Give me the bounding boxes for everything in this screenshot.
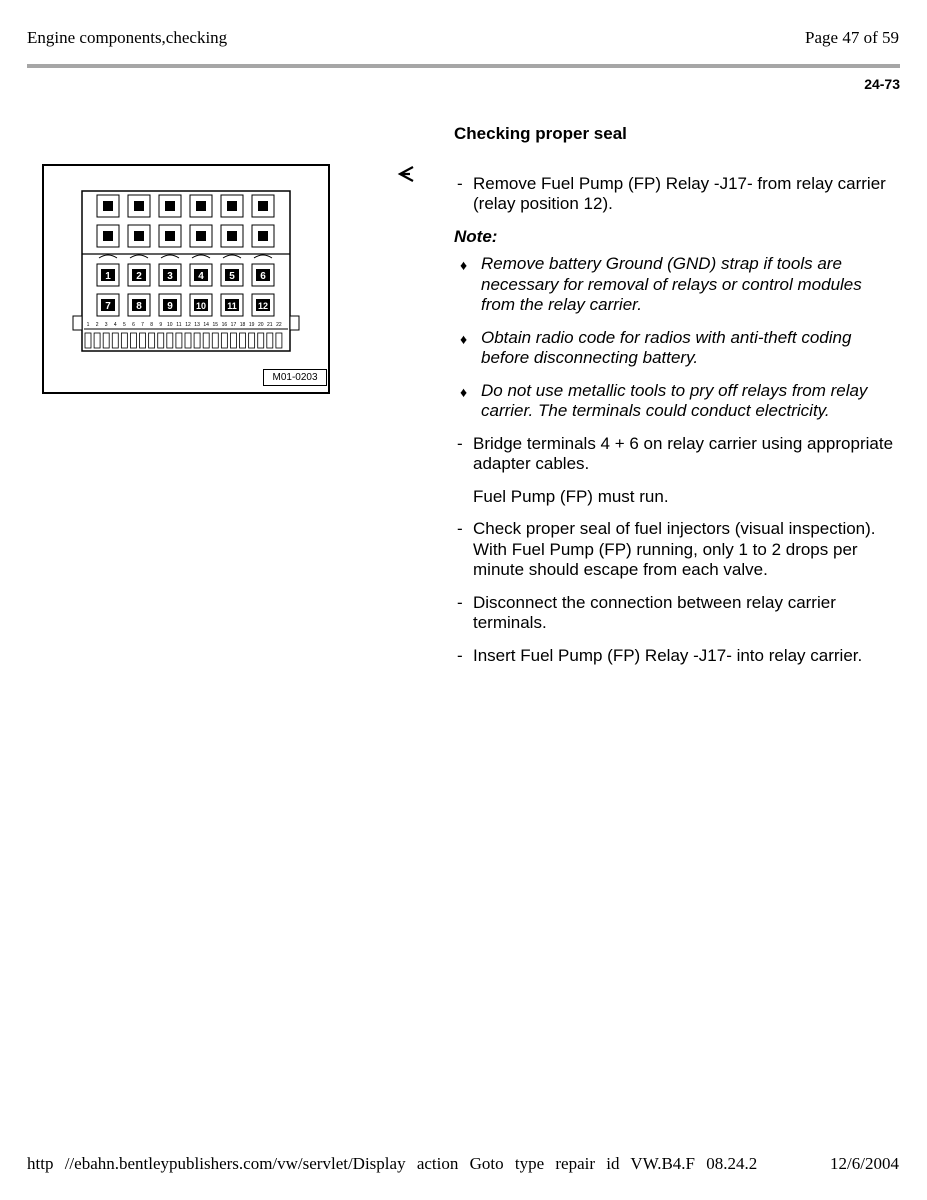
left-tab bbox=[73, 316, 82, 330]
note-text: Obtain radio code for radios with anti-theft coding before disconnecting battery. bbox=[481, 327, 852, 367]
terminal-number: 15 bbox=[212, 322, 219, 328]
figure-label: M01-0203 bbox=[263, 369, 327, 386]
relay-number: 12 bbox=[257, 301, 269, 311]
terminal-pin bbox=[94, 333, 100, 348]
terminal-number: 21 bbox=[267, 322, 273, 328]
section-heading: Checking proper seal bbox=[454, 124, 627, 143]
socket-pin bbox=[227, 231, 237, 241]
step-text: Insert Fuel Pump (FP) Relay -J17- into relay carrier. bbox=[473, 645, 863, 665]
note-text: Do not use metallic tools to pry off relays from relay carrier. The terminals could conduct electricity. bbox=[481, 380, 868, 420]
terminal-number: 16 bbox=[221, 322, 228, 328]
socket-pin bbox=[103, 201, 113, 211]
terminal-number: 2 bbox=[95, 322, 99, 328]
diamond-bullet-icon: ♦ bbox=[460, 257, 468, 273]
relay-carrier-diagram bbox=[44, 166, 328, 392]
socket-pin bbox=[134, 231, 144, 241]
step-insert-relay bbox=[454, 646, 894, 667]
relay-number: 10 bbox=[195, 301, 207, 311]
relay-number: 9 bbox=[167, 301, 173, 312]
step-dash: - bbox=[457, 645, 463, 665]
terminal-number: 7 bbox=[141, 322, 144, 328]
terminal-number: 13 bbox=[194, 322, 200, 328]
terminal-pin bbox=[194, 333, 200, 348]
diamond-bullet-icon: ♦ bbox=[460, 383, 468, 400]
step-dash: - bbox=[457, 592, 463, 612]
terminal-pin bbox=[149, 333, 155, 348]
terminal-number: 22 bbox=[276, 322, 282, 328]
socket-pin bbox=[134, 201, 144, 211]
terminal-pin bbox=[249, 333, 255, 348]
terminal-pin bbox=[185, 333, 191, 348]
terminal-pin bbox=[130, 333, 136, 348]
arrow-pointer-icon bbox=[397, 166, 415, 182]
terminal-pin bbox=[221, 333, 227, 348]
terminal-number: 11 bbox=[176, 322, 182, 328]
terminal-pin bbox=[276, 333, 282, 348]
terminal-number: 18 bbox=[239, 322, 246, 328]
note-item bbox=[454, 328, 894, 369]
procedure-content bbox=[454, 124, 894, 678]
relay-number: 6 bbox=[260, 271, 266, 282]
step-bridge-terminals bbox=[454, 434, 894, 475]
terminal-pin bbox=[167, 333, 173, 348]
footer-date: 12/6/2004 bbox=[830, 1154, 899, 1173]
terminal-number: 14 bbox=[203, 322, 209, 328]
socket-pin bbox=[258, 231, 268, 241]
step-dash: - bbox=[457, 519, 463, 538]
step-text: Check proper seal of fuel injectors (visual inspection). With Fuel Pump (FP) running, only 1 to 2 drops per minute should escape from each valve. bbox=[473, 519, 876, 579]
terminal-number: 12 bbox=[185, 322, 191, 328]
socket-pin bbox=[227, 201, 237, 211]
page-header-title: Engine components,checking bbox=[27, 28, 228, 47]
terminal-number: 8 bbox=[150, 322, 154, 328]
relay-number: 1 bbox=[105, 271, 111, 282]
terminal-pin bbox=[112, 333, 118, 348]
relay-number: 8 bbox=[136, 301, 142, 312]
relay-number: 4 bbox=[198, 271, 204, 282]
terminal-pin bbox=[258, 333, 264, 348]
terminal-pin bbox=[240, 333, 246, 348]
terminal-number: 5 bbox=[122, 322, 126, 328]
relay-number: 2 bbox=[136, 271, 142, 282]
terminal-pin bbox=[158, 333, 164, 348]
note-item bbox=[454, 381, 894, 422]
relay-number: 11 bbox=[227, 301, 237, 311]
terminal-number: 4 bbox=[113, 322, 117, 328]
terminal-number: 20 bbox=[257, 322, 264, 328]
section-number: 24-73 bbox=[864, 76, 900, 92]
step-text: Bridge terminals 4 + 6 on relay carrier using appropriate adapter cables. bbox=[473, 433, 894, 473]
note-item bbox=[454, 254, 894, 316]
terminal-pin bbox=[176, 333, 182, 348]
diamond-bullet-icon: ♦ bbox=[460, 330, 468, 347]
terminal-number: 1 bbox=[86, 322, 90, 328]
relay-number: 7 bbox=[105, 301, 111, 312]
step-check-seal bbox=[454, 519, 894, 581]
socket-pin bbox=[196, 231, 206, 241]
terminal-number: 10 bbox=[167, 322, 173, 328]
note-heading: Note: bbox=[454, 226, 498, 246]
terminal-pin bbox=[267, 333, 273, 348]
footer-url: http //ebahn.bentleypublishers.com/vw/servlet/Display action Goto type repair id VW.B4.F 08.24.2 bbox=[27, 1154, 758, 1173]
terminal-number: 19 bbox=[248, 322, 255, 328]
terminal-pin bbox=[140, 333, 146, 348]
relay-number: 5 bbox=[229, 271, 235, 282]
step-text: Remove Fuel Pump (FP) Relay -J17- from relay carrier (relay position 12). bbox=[473, 173, 886, 213]
socket-pin bbox=[103, 231, 113, 241]
socket-pin bbox=[196, 201, 206, 211]
terminal-pin bbox=[230, 333, 236, 348]
step-dash: - bbox=[457, 173, 463, 193]
terminal-pin bbox=[212, 333, 218, 348]
relay-carrier-figure bbox=[42, 164, 330, 394]
page-number: Page 47 of 59 bbox=[805, 28, 899, 47]
socket-pin bbox=[165, 231, 175, 241]
terminal-number: 17 bbox=[230, 322, 237, 328]
terminal-number: 3 bbox=[104, 322, 108, 328]
terminal-pin bbox=[103, 333, 109, 348]
relay-number: 3 bbox=[167, 271, 173, 282]
step-dash: - bbox=[457, 433, 463, 453]
terminal-pin bbox=[85, 333, 91, 348]
terminal-pin bbox=[121, 333, 127, 348]
result-paragraph: Fuel Pump (FP) must run. bbox=[473, 486, 669, 506]
terminal-pin bbox=[203, 333, 209, 348]
header-rule bbox=[27, 64, 900, 68]
step-text: Disconnect the connection between relay carrier terminals. bbox=[473, 592, 836, 632]
terminal-number: 9 bbox=[159, 322, 163, 328]
right-tab bbox=[290, 316, 299, 330]
socket-pin bbox=[258, 201, 268, 211]
step-remove-relay bbox=[454, 174, 894, 215]
note-text: Remove battery Ground (GND) strap if tools are necessary for removal of relays or control modules from the relay carrier. bbox=[481, 254, 862, 314]
socket-pin bbox=[165, 201, 175, 211]
terminal-number: 6 bbox=[132, 322, 135, 328]
step-disconnect bbox=[454, 593, 894, 634]
